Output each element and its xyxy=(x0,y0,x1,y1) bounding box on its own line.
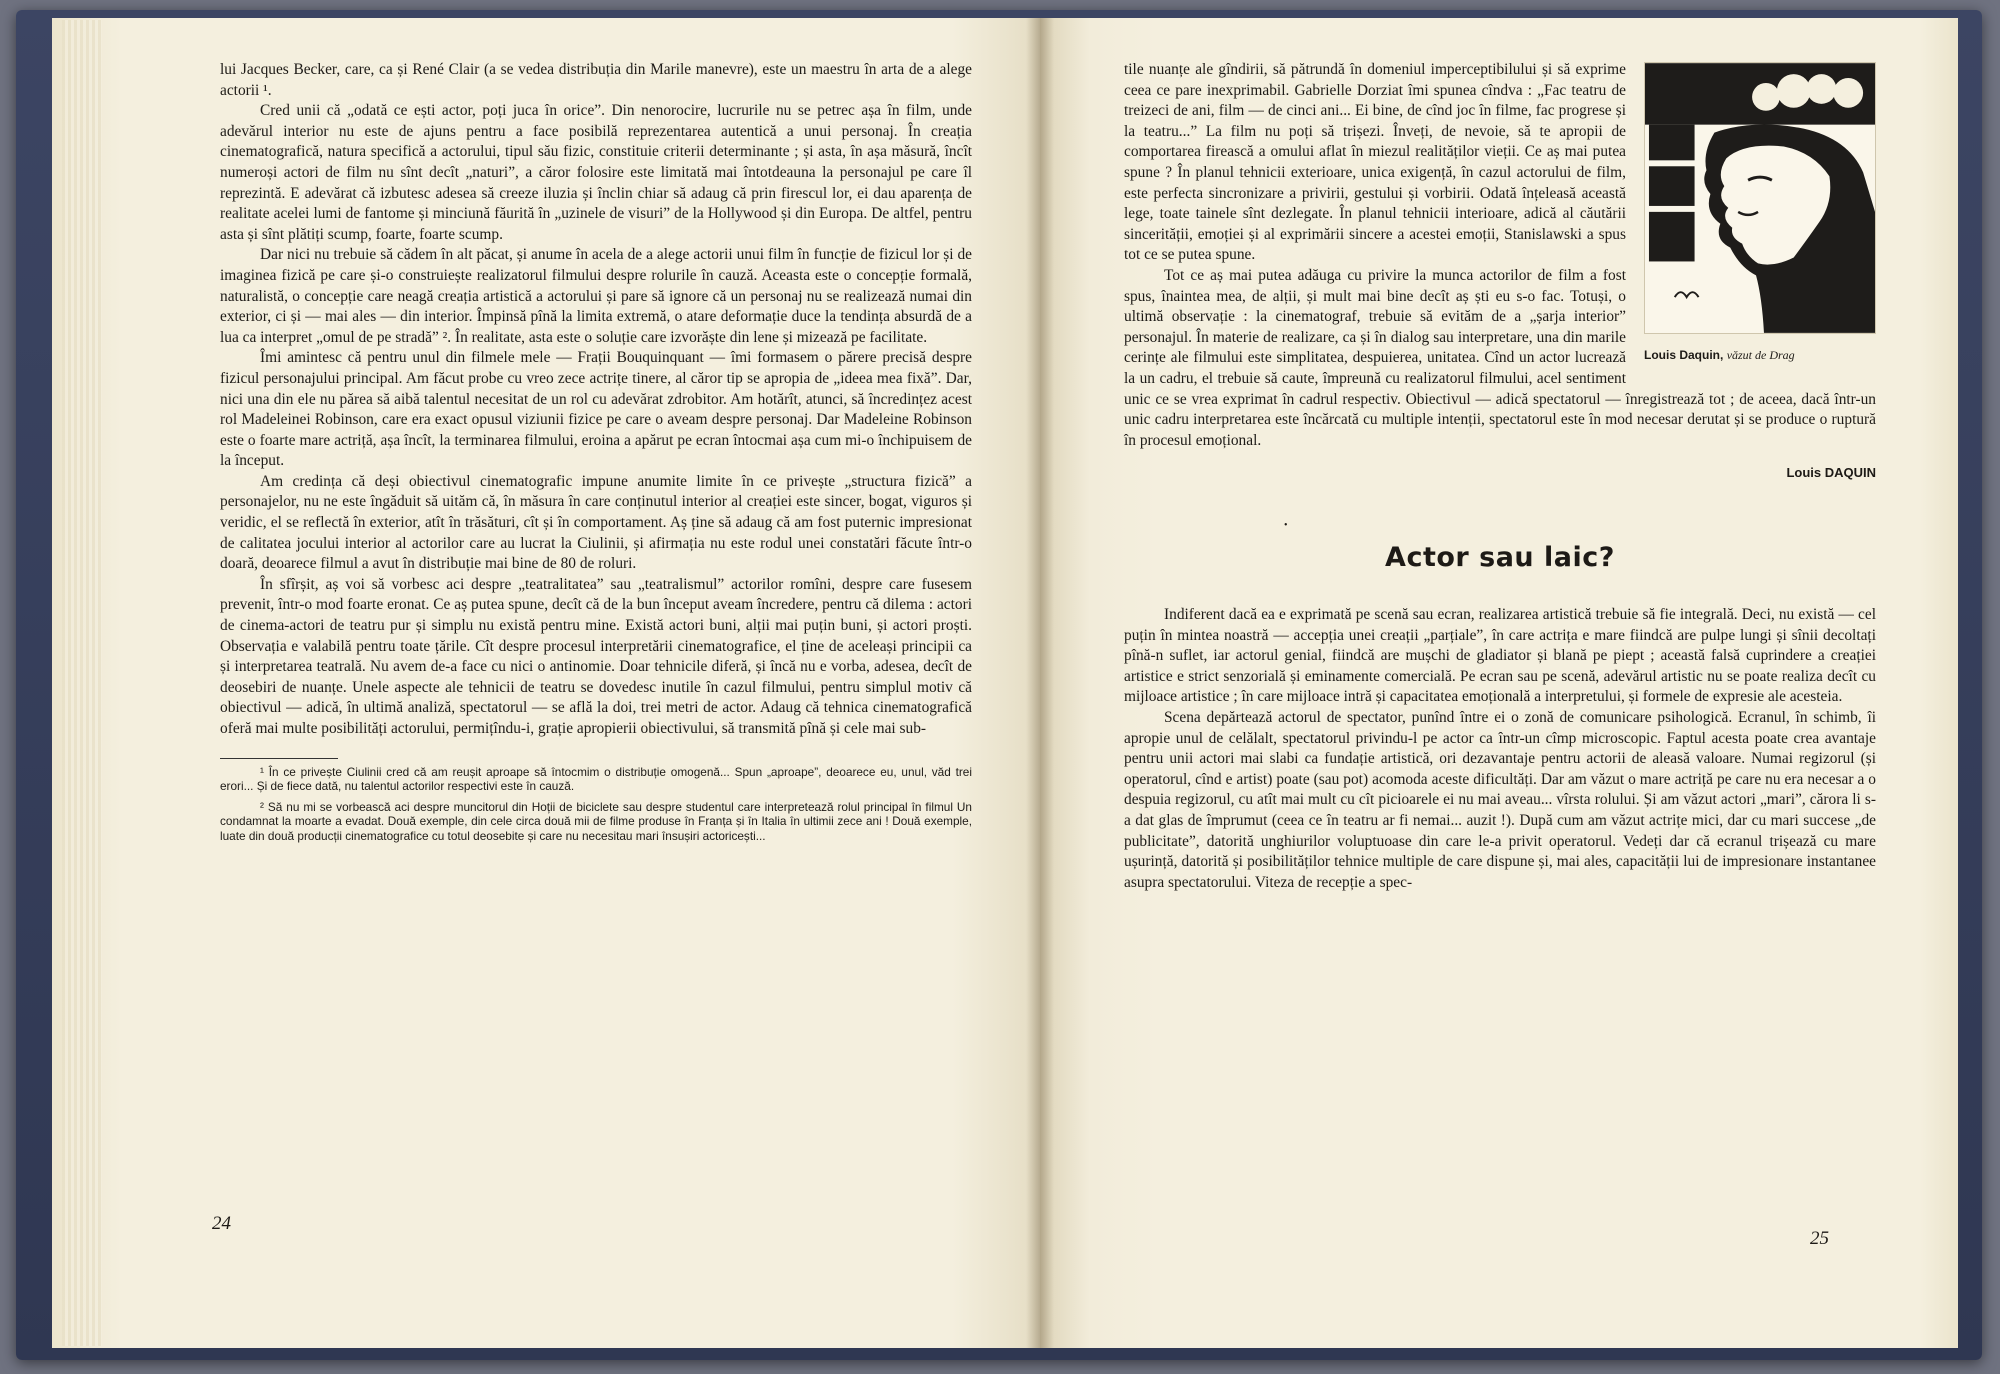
paragraph: Am credința că deși obiectivul cinematografic impune anumite limite în ce privește „structura fizică” a personajelor, nu ne este îngăduit să uităm că, în măsura în care conținutul interior al creației este sincer, bogat, viguros și veridic, el se reflectă în exterior, atît în trăsături, cît și în comportament. Aș ține să adaug că am fost puternic impresionat de calitatea jocului interior al actorilor care au lucrat la Ciulinii, și afirmația nu este rodul unei constatări făcute într-o doară, deoarece filmul a avut în distribuție mai bine de 80 de roluri. xyxy=(220,472,972,573)
page-number: 24 xyxy=(212,1213,231,1234)
figure-caption-credit: văzut de Drag xyxy=(1726,347,1795,362)
paragraph: Cred unii că „odată ce ești actor, poți juca în orice”. Din nenorocire, lucrurile nu se petrec așa în film, unde adevărul interior nu este de ajuns pentru a face posibilă reprezentarea autentică a unui personaj. În creația cinematografică, natura specifică a actorului, tipul său fizic, constituie criterii determinante ; și asta, în așa măsură, încît numeroși actori de film nu sînt decît „naturi”, a căror folosire este limitată mai întotdeauna la personajul pe care îl reprezintă. E adevărat că izbutesc adesea să creeze iluzia și înclin chiar să adaug că prin firescul lor, ei dau aparența de realitate acelei lumi de fantome și minciună făurită în „uzinele de visuri” de la Hollywood și din Europa. De altfel, pentru asta și sînt plătiți scump, foarte, foarte scump. xyxy=(220,102,972,243)
right-text-column xyxy=(1124,60,1876,893)
figure-caption-name: Louis Daquin, xyxy=(1644,347,1724,362)
article-author: Louis DAQUIN xyxy=(1786,465,1876,481)
caricature-drawing xyxy=(1644,62,1876,334)
left-text-column xyxy=(220,60,972,849)
figure-caption xyxy=(1644,345,1876,366)
footnote-divider xyxy=(220,758,338,759)
paragraph: Scena depărtează actorul de spectator, punînd între ei o zonă de comunicare psihologică. Ecranul, în schimb, îi apropie unul de celălalt, spectatorul privindu-l pe actor ca într-un cîmp microscopic. Faptul acesta poate crea avantaje pentru unii actori mai slabi ca fundație artistică, ori dezavantaje pentru actorii de aleasă valoare. Numai regizorul (și operatorul, cînd e artist) poate (sau pot) acomoda aceste dificultăți. Dar am văzut o mare actriță pe care nu era necesar a o despuia regizorul, cu atît mai mult cu cît picioarele ei nu mai aveau... vîrsta rolului. Și am văzut actori „mari”, cărora li s-a dat glas de împrumut (ceea ce în teatru ar fi nemai... auzit !). După cum am văzut actrițe mici, dar cu mari succese „de publicitate”, datorită unghiurilor voluptuoase din care le-a privit operatorul. Vedeți dar că ecranul trișează cu mare ușurință, datorită și posibilităților tehnice multiple de care dispune și, mai ales, capacității lui de impresionare instantanee asupra spectatorului. Viteza de recepție a spec- xyxy=(1124,709,1876,891)
paragraph: Dar nici nu trebuie să cădem în alt păcat, și anume în acela de a alege actorii unui film în funcție de fizicul lor și de imaginea fizică pe care și-o construiește realizatorul filmului despre rolurile în cauză. Aceasta este o concepție formală, naturalistă, o concepție care neagă creația artistică a actorului și pare să ignore că un personaj nu se realizează numai din exterior, ci și — mai ales — din interior. Împinsă pînă la limita extremă, o atare deformație duce la tendința absurdă de a lua ca interpret „omul de pe stradă” ². În realitate, asta este o soluție care izvorăște din lene și mizează pe facilitate. xyxy=(220,246,972,346)
book-gutter xyxy=(1026,18,1054,1348)
caricature-figure xyxy=(1644,62,1876,365)
paragraph: Tot ce aș mai putea adăuga cu privire la munca actorilor de film a fost spus, înaintea mea, de alții, și mult mai bine decît aș ști eu s-o fac. Totuși, o ultimă observație : la cinematograf, trebuie să evităm de a „șarja interior” personajul. În materie de realizare, ca și în dialog sau interpretare, una din marile cerințe ale filmului este simplitatea, despuierea, unitatea. Cînd un actor lucrează la un cadru, el trebuie să caute, împreună cu realizatorul filmului, acel sentiment unic ce se vrea exprimat în cadrul respectiv. Obiectivul — adică spectatorul — înregistrează tot ; de aceea, dacă într-un unic cadru interpretarea este încărcată cu multiple intenții, spectatorul este în mod necesar derutat și se produce o ruptură în procesul emoțional. xyxy=(1124,266,1876,449)
paragraph: lui Jacques Becker, care, ca și René Clair (a se vedea distribuția din Marile manevre), este un maestru în arta de a alege actorii ¹. xyxy=(220,61,972,99)
section-title: Actor sau laic? xyxy=(1385,542,1615,574)
right-page xyxy=(1040,18,1958,1348)
page-stack-edge xyxy=(62,20,102,1346)
page-number: 25 xyxy=(1810,1228,1829,1249)
paragraph: Indiferent dacă ea e exprimată pe scenă sau ecran, realizarea artistică trebuie să fie integrală. Deci, nu există — cel puțin în mintea noastră — accepția unei creații „parțiale”, în care actrița e mare fiindcă are pulpe lungi și sînii decoltați pînă-n suflet, iar actorul genial, fiindcă are mușchi de gladiator și blană pe piept ; această falsă cuprindere a creației artistice e strict senzorială și eminamente comercială. Pe ecran sau pe scenă, adevărul artistic nu se poate realiza decît cu mijloace artistice ; în care mijloace intră și capacitatea emoțională a interpretului, și formele de expresie ale acesteia. xyxy=(1124,606,1876,706)
footnotes xyxy=(220,765,972,844)
paragraph: tile nuanțe ale gîndirii, să pătrundă în domeniul imperceptibilului și să exprime ceea ce pare inexprimabil. Gabrielle Dorziat îmi spunea cîndva : „Fac teatru de treizeci de ani, film — de cinci ani... Ei bine, de cînd joc în filme, fac progrese și la teatru...” La film nu poți să trișezi. Înveți, de nevoie, să te apropii de comportarea firească a omului aflat în miezul realităților vieții. Ce aș mai putea spune ? În planul tehnicii exterioare, unica exigență, în cazul actorului de film, este perfecta sincronizare a privirii, gestului și vorbirii. Odată înțeleasă această lege, toate tainele sînt dezlegate. În planul tehnicii interioare, adică al căutării sincerității, emoției și al exprimării sincere a acestei emoții, Stanislawski a spus tot ce se putea spune. xyxy=(1124,61,1626,264)
footnote: ² Să nu mi se vorbească aci despre muncitorul din Hoții de biciclete sau despre studentul care interpretează rolul principal în filmul Un condamnat la moarte a evadat. Două exemple, din cele circa două mii de filme produse în Franța și în Italia în ultimii zece ani ! Două exemple, luate din două producții cinematografice cu totul deosebite și care nu necesitau mari însușiri actoricești... xyxy=(220,799,972,843)
bullet-mark: • xyxy=(1284,519,1288,531)
paragraph: Îmi amintesc că pentru unul din filmele mele — Frații Bouquinquant — îmi formasem o părere precisă despre fizicul personajului principal. Am făcut probe cu vreo zece actrițe tinere, al căror tip se apropia de „ideea mea fixă”. Dar, nici una din ele nu părea să aibă talentul necesitat de un rol cu adevărat zdrobitor. Am hotărît, atunci, să încredințez acest rol Madeleinei Robinson, care era exact opusul viziunii fizice pe care o aveam despre personaj. Dar Madeleine Robinson este o foarte mare actriță, așa încît, la terminarea filmului, eroina a apărut pe ecran întocmai așa cum mi-o închipuisem de la început. xyxy=(220,349,972,470)
paragraph: În sfîrșit, aș voi să vorbesc aci despre „teatralitatea” sau „teatralismul” actorilor romîni, despre care fusesem prevenit, într-o mod foarte eronat. Ce aș putea spune, decît că de la bun început aveam încredere, pentru că dilema : actori de cinema-actori de teatru pur și simplu nu există pentru mine. Există actori buni, alții mai puțin buni, și actori proști. Observația e valabilă pentru toate țările. Cît despre procesul interpretării cinematografice, el ține de aceleași principii ca și interpretarea teatrală. Nu avem de-a face cu nici o antinomie. Doar tehnicile diferă, și încă nu e vorba, adesea, decît de deosebiri de nuanțe. Unele aspecte ale tehnicii de teatru se dovedesc inutile în cazul filmului, pentru simplul motiv că obiectivul — adică, în ultimă analiză, spectatorul — se află la doi, trei metri de actor. Adaug că tehnica cinematografică oferă mai multe posibilități actorului, permițîndu-i, grație apropierii obiectivului, să transmită pînă și cele mai sub- xyxy=(220,575,972,737)
footnote: ¹ În ce privește Ciulinii cred că am reușit aproape să întocmim o distribuție omogenă... Spun „aproape”, deoarece eu, unul, văd trei erori... Și de fiece dată, nu talentul actorilor respectivi este în cauză. xyxy=(220,764,972,794)
left-page xyxy=(52,18,1040,1348)
